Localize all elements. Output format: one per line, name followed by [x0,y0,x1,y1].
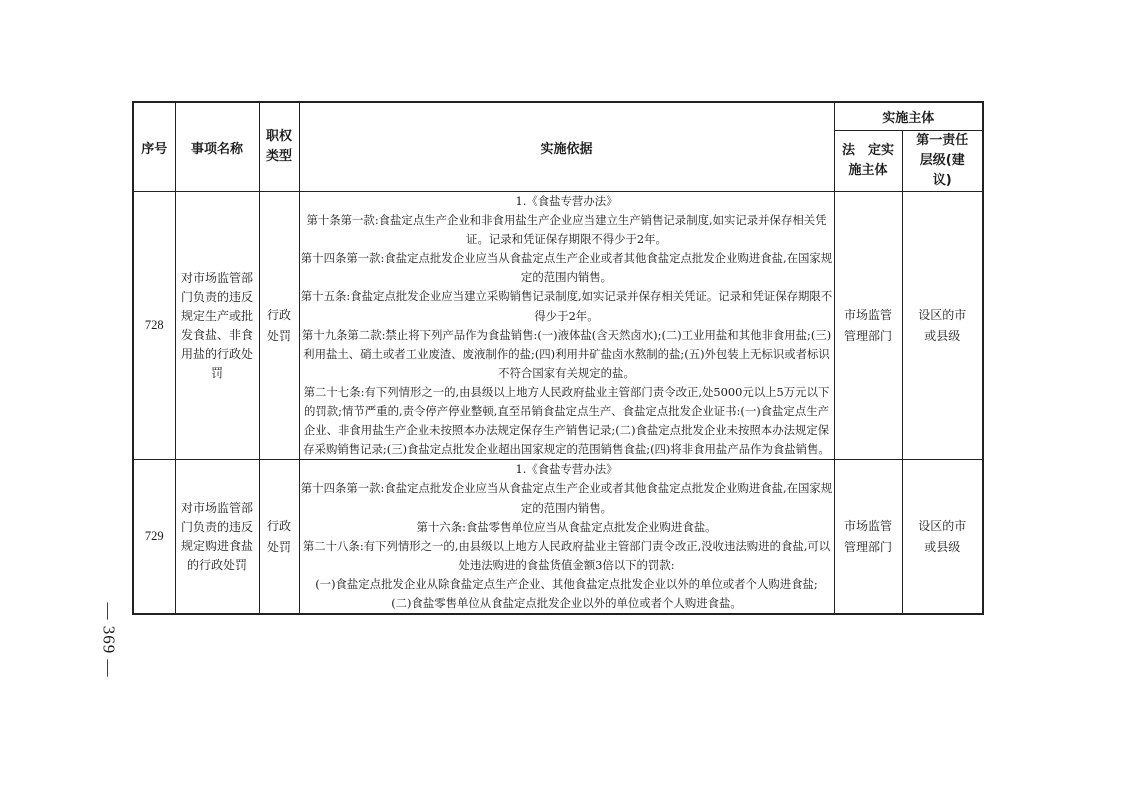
basis-line: 第十条第一款:食盐定点生产企业和非食用盐生产企业应当建立生产销售记录制度,如实记录并保存相关凭证。记录和凭证保存期限不得少于2年。 [306,213,827,247]
basis-line: (二)食盐零售单位从食盐定点批发企业以外的单位或者个人购进食盐。 [391,595,742,610]
row-first-level: 设区的市或县级 [902,192,983,460]
row-item-name: 对市场监管部门负责的违反规定购进食盐的行政处罚 [175,460,259,614]
basis-line: 第十九条第二款:禁止将下列产品作为食盐销售:(一)液体盐(含天然卤水);(二)工业用盐和其他非食用盐;(三)利用盐土、硝土或者工业废渣、废液制作的盐;(四)利用井矿盐卤水熬制的盐;(五)外包装上无标识或者标识不符合国家有关规定的盐。 [301,327,832,380]
basis-line: 第十四条第一款:食盐定点批发企业应当从食盐定点生产企业或者其他食盐定点批发企业购进食盐,在国家规定的范围内销售。 [300,481,833,515]
basis-line: 第十六条:食盐零售单位应当从食盐定点批发企业购进食盐。 [416,519,717,534]
basis-line: 第二十八条:有下列情形之一的,由县级以上地方人民政府盐业主管部门责令改正,没收违法购进的食盐,可以处违法购进的食盐货值金额3倍以下的罚款: [302,538,831,572]
header-name: 事项名称 [175,102,259,192]
page-number [88,580,128,700]
header-subject: 实施主体 [834,102,983,131]
basis-line: 第二十七条:有下列情形之一的,由县级以上地方人民政府盐业主管部门责令改正,处5000元以上5万元以下的罚款;情节严重的,责令停产停业整顿,直至吊销食盐定点生产、食盐定点批发企业证书:(一)食盐定点生产企业、非食用盐生产企业未按照本办法规定保存生产销售记录;(二)食盐定点批发企业未按照本办法规定保存采购销售记录;(三)食盐定点批发企业超出国家规定的范围销售食盐;(四)将非食用盐产品作为食盐销售。 [303,384,830,457]
header-seq: 序号 [133,102,175,192]
basis-line: 第十五条:食盐定点批发企业应当建立采购销售记录制度,如实记录并保存相关凭证。记录和凭证保存期限不得少于2年。 [300,289,833,323]
page-number-text: — 369 — [99,602,118,678]
row-basis [299,460,834,614]
basis-line: (一)食盐定点批发企业从除食盐定点生产企业、其他食盐定点批发企业以外的单位或者个人购进食盐; [315,576,818,591]
basis-line: 1.《食盐专营办法》 [515,462,618,477]
header-first-level: 第一责任层级(建议) [902,131,983,192]
row-seq: 729 [133,460,175,614]
table-row [133,460,983,614]
header-type: 职权类型 [259,102,299,192]
row-basis [299,192,834,460]
row-legal-subject: 市场监管管理部门 [834,192,902,460]
row-item-name: 对市场监管部门负责的违反规定生产或批发食盐、非食用盐的行政处罚 [175,192,259,460]
row-first-level: 设区的市或县级 [902,460,983,614]
basis-line: 第十四条第一款:食盐定点批发企业应当从食盐定点生产企业或者其他食盐定点批发企业购进食盐,在国家规定的范围内销售。 [300,251,833,285]
row-type: 行政处罚 [259,460,299,614]
header-legal-subject: 法 定实施主体 [834,131,902,192]
basis-line: 1.《食盐专营办法》 [515,194,618,208]
row-legal-subject: 市场监管管理部门 [834,460,902,614]
row-type: 行政处罚 [259,192,299,460]
header-basis: 实施依据 [299,102,834,192]
table-row [133,192,983,460]
row-seq: 728 [133,192,175,460]
authority-table [132,101,984,615]
